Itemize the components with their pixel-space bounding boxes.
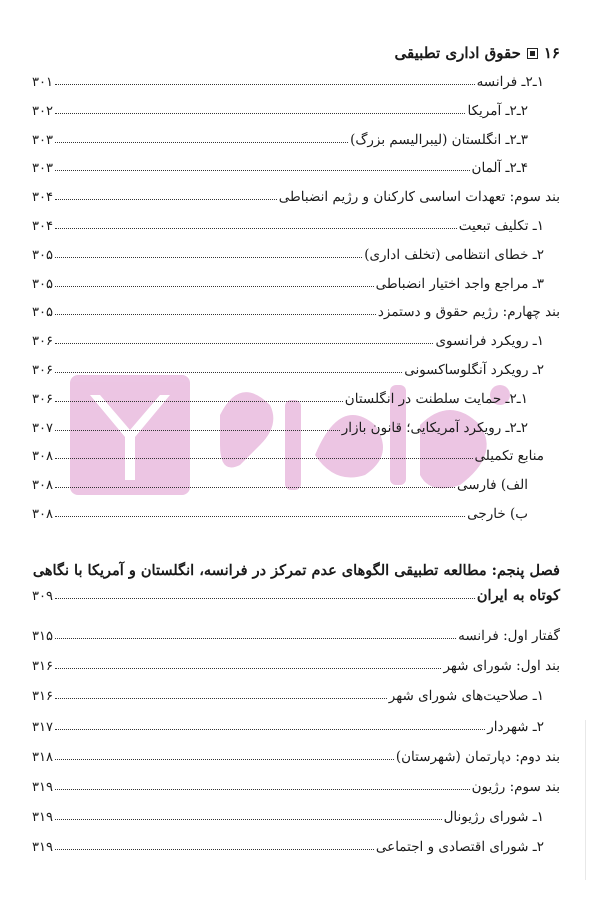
page-header [395,44,560,62]
toc-entry-title: ۴ـ۲ـ آلمان [471,160,528,177]
dot-leader [55,257,362,258]
page-number: ۱۶ [543,44,560,62]
toc-entry-title: ۲ـ شهردار [487,718,544,735]
toc-entry-page: ۳۱۷ [32,719,53,735]
dot-leader [55,401,343,402]
dot-leader [55,199,277,200]
toc-entry-title: ۳ـ۲ـ انگلستان (لیبرالیسم بزرگ) [350,131,528,148]
toc-entry-title: بند دوم: دپارتمان (شهرستان) [395,748,560,765]
toc-entry-page: ۳۰۵ [32,276,53,292]
toc-entry [32,803,560,825]
dot-leader [55,170,470,171]
toc-entry-title: ب) خارجی [467,506,528,522]
dot-leader [55,113,466,114]
toc-entry-title: ۲ـ خطای انتظامی (تخلف اداری) [364,246,544,263]
toc-entry-page: ۳۰۷ [32,420,53,436]
toc-entry-title: بند اول: شورای شهر [443,658,560,675]
toc-entry-title: بند سوم: تعهدات اساسی کارکنان و رژیم انضباطی [278,189,560,206]
chapter-title-line1: فصل پنجم: مطالعه تطبیقی الگوهای عدم تمرکز در فرانسه، انگلستان و آمریکا با نگاهی [32,562,560,579]
toc-entry-page: ۳۰۴ [32,219,53,234]
dot-leader [55,142,348,143]
toc-entry-page: ۳۰۲ [32,103,53,119]
toc-entry [32,743,560,765]
toc-entry [32,356,560,378]
toc-entry [32,212,560,234]
dot-leader [55,729,485,730]
toc-entry-page: ۳۱۹ [32,780,53,795]
toc-entry-title: بند سوم: رژیون [471,779,560,795]
toc-entry-page: ۳۰۸ [32,449,53,465]
page-edge-line [585,720,586,880]
toc-entry [32,97,560,119]
dot-leader [55,819,442,820]
dot-leader [55,668,442,669]
dot-leader [55,789,470,790]
toc-entry-title: ۱ـ۲ـ حمایت سلطنت در انگلستان [344,390,528,407]
toc-entry-title: بند چهارم: رژیم حقوق و دستمزد [377,304,560,321]
toc-entry [32,154,560,176]
toc-entry [32,713,560,735]
toc-entry-page: ۳۰۵ [32,247,53,263]
toc-entry-page: ۳۰۳ [32,161,53,177]
toc-entry-page: ۳۰۸ [32,478,53,494]
toc-entry [32,471,560,493]
square-bullet-icon [527,48,538,59]
toc-entry-title: منابع تکمیلی [474,448,544,465]
dot-leader [55,372,402,373]
toc-entry-page: ۳۰۴ [32,190,53,206]
toc-entry [32,414,560,436]
toc-entry [32,622,560,644]
dot-leader [55,598,475,599]
toc-entry-title: ۱ـ صلاحیت‌های شورای شهر [388,688,544,705]
toc-entry-page: ۳۰۵ [32,305,53,321]
dot-leader [55,487,455,488]
dot-leader [55,638,456,639]
dot-leader [55,84,475,85]
toc-entry-page: ۳۰۶ [32,363,53,378]
toc-entry-title: ۲ـ شورای اقتصادی و اجتماعی [375,839,544,856]
toc-entry [32,833,560,855]
dot-leader [55,458,473,459]
toc-entry [32,385,560,407]
toc-entry [32,241,560,263]
toc-entry-title: ۲ـ۲ـ آمریکا [467,102,528,119]
toc-entry-title: الف) فارسی [456,477,528,494]
toc-entry-page: ۳۰۳ [32,132,53,148]
toc-entry [32,327,560,349]
toc-entry-page: ۳۰۱ [32,75,53,90]
toc-entry-page: ۳۰۶ [32,334,53,350]
chapter-page-number: ۳۰۹ [32,589,53,604]
toc-entry [32,442,560,464]
toc-entry [32,500,560,522]
dot-leader [55,343,434,344]
toc-entry-page: ۳۱۹ [32,840,53,856]
toc-entry-page: ۳۱۸ [32,749,53,765]
toc-entry-title: ۱ـ شورای رژیونال [443,809,544,826]
toc-entry-page: ۳۱۹ [32,810,53,826]
toc-entry-title: گفتار اول: فرانسه [458,628,560,644]
toc-entry [32,68,560,90]
toc-entry-title: ۲ـ۲ـ رویکرد آمریکایی؛ قانون بازار [341,419,528,436]
dot-leader [55,516,465,517]
toc-entry [32,773,560,795]
toc-entry-title: ۲ـ رویکرد آنگلوساکسونی [404,362,544,378]
dot-leader [55,759,394,760]
chapter-heading [32,562,560,604]
dot-leader [55,228,457,229]
toc-entry-page: ۳۰۸ [32,507,53,522]
toc-entry [32,126,560,148]
toc-entry [32,652,560,674]
toc-entry-title: ۱ـ۲ـ فرانسه [476,74,544,90]
toc-entry-title: ۳ـ مراجع واجد اختیار انضباطی [375,275,544,292]
toc-entry [32,270,560,292]
toc-entry-page: ۳۱۵ [32,629,53,644]
toc-entry-title: ۱ـ رویکرد فرانسوی [435,333,544,350]
toc-entry [32,183,560,205]
running-title: حقوق اداری تطبیقی [394,44,521,62]
dot-leader [55,849,374,850]
toc-entry-page: ۳۱۶ [32,689,53,705]
dot-leader [55,430,340,431]
toc-entry-page: ۳۱۶ [32,659,53,675]
dot-leader [55,698,387,699]
toc-entry [32,298,560,320]
dot-leader [55,314,376,315]
toc-entry-page: ۳۰۶ [32,391,53,407]
toc-entry-title: ۱ـ تکلیف تبعیت [458,218,544,234]
chapter-title-line2: کوتاه به ایران [476,587,560,604]
dot-leader [55,286,374,287]
toc-entry [32,682,560,704]
